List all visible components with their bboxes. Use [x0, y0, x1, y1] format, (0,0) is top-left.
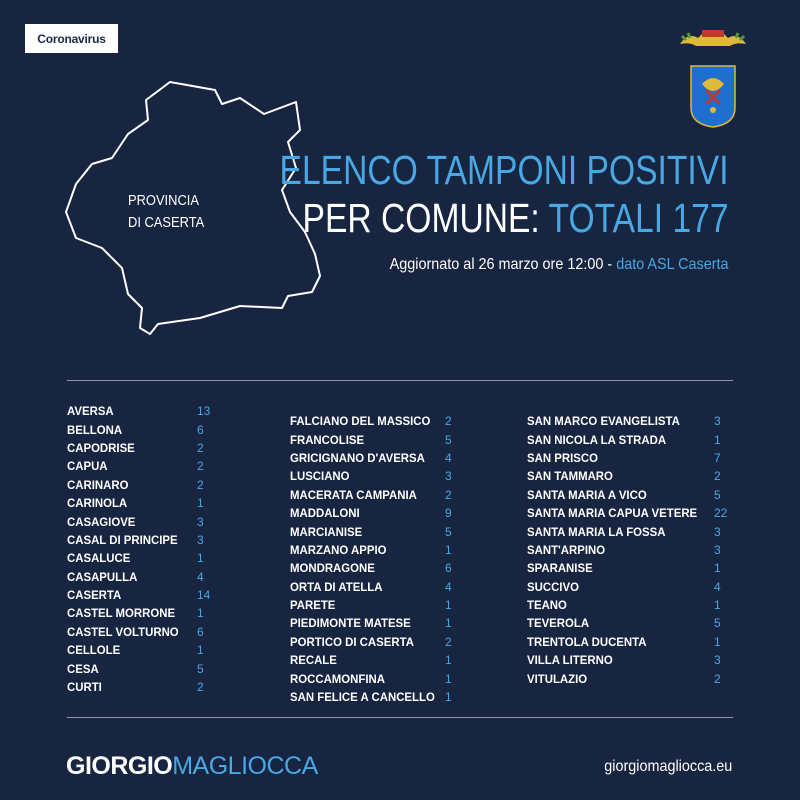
table-row [527, 559, 721, 577]
positive-count: 6 [445, 561, 452, 576]
municipality-name: CASTEL MORRONE [67, 606, 176, 621]
municipality-name: MACERATA CAMPANIA [290, 487, 417, 502]
municipality-name: CASERTA [67, 588, 122, 603]
municipality-name: CELLOLE [67, 643, 121, 658]
table-row [67, 623, 204, 641]
municipality-name: PIEDIMONTE MATESE [290, 616, 411, 631]
positive-count: 1 [445, 542, 452, 557]
municipality-name: SAN PRISCO [527, 450, 598, 465]
positive-count: 1 [714, 598, 721, 613]
table-row [290, 633, 452, 651]
municipality-name: TEANO [527, 598, 567, 613]
headline [181, 146, 729, 242]
positive-count: 3 [197, 532, 204, 547]
positive-count: 3 [714, 414, 721, 429]
municipality-name: ORTA DI ATELLA [290, 579, 383, 594]
municipality-name: LUSCIANO [290, 469, 350, 484]
municipality-name: SUCCIVO [527, 579, 579, 594]
municipality-name: SPARANISE [527, 561, 593, 576]
municipality-name: FRANCOLISE [290, 432, 365, 447]
municipality-name: PORTICO DI CASERTA [290, 634, 414, 649]
table-row [527, 486, 721, 504]
positive-count: 2 [445, 487, 452, 502]
municipality-name: CAPODRISE [67, 440, 135, 455]
municipality-name: ROCCAMONFINA [290, 671, 385, 686]
table-row [67, 659, 204, 677]
table-row [527, 651, 721, 669]
positive-count: 2 [197, 459, 204, 474]
positive-count: 4 [714, 579, 721, 594]
municipality-name: SAN FELICE A CANCELLO [290, 690, 435, 705]
table-row [67, 604, 204, 622]
table-row [67, 402, 211, 420]
municipality-name: CASAL DI PRINCIPE [67, 532, 178, 547]
table-row [67, 641, 204, 659]
positive-count: 13 [197, 404, 211, 419]
positive-count: 22 [714, 506, 728, 521]
positive-count: 5 [714, 616, 721, 631]
municipality-name: PARETE [290, 598, 336, 613]
municipality-name: SANTA MARIA LA FOSSA [527, 524, 666, 539]
positive-count: 6 [197, 624, 204, 639]
municipality-name: SAN TAMMARO [527, 469, 613, 484]
positive-count: 2 [445, 414, 452, 429]
headline-line2: PER COMUNE: TOTALI 177 [302, 195, 729, 241]
table-row [67, 586, 211, 604]
positive-count: 1 [714, 634, 721, 649]
municipality-name: CASTEL VOLTURNO [67, 624, 179, 639]
municipality-name: MONDRAGONE [290, 561, 375, 576]
table-row [290, 486, 452, 504]
table-row [527, 614, 721, 632]
municipality-column-3 [527, 412, 728, 688]
municipality-name: CARINOLA [67, 496, 128, 511]
positive-count: 5 [714, 487, 721, 502]
table-row [290, 669, 452, 687]
table-row [67, 568, 204, 586]
municipality-name: RECALE [290, 653, 337, 668]
table-row [67, 678, 204, 696]
positive-count: 5 [445, 524, 452, 539]
table-row [527, 596, 721, 614]
municipality-name: SANTA MARIA CAPUA VETERE [527, 506, 698, 521]
positive-count: 1 [714, 561, 721, 576]
municipality-name: CASALUCE [67, 551, 131, 566]
municipality-column-1 [67, 402, 211, 696]
positive-count: 7 [714, 450, 721, 465]
table-row [527, 430, 721, 448]
municipality-name: SANTA MARIA A VICO [527, 487, 647, 502]
table-row [290, 688, 452, 706]
table-row [527, 467, 721, 485]
table-row [527, 669, 721, 687]
positive-count: 4 [197, 569, 204, 584]
table-row [527, 449, 721, 467]
municipality-name: CASAGIOVE [67, 514, 136, 529]
table-row [290, 596, 452, 614]
municipality-name: AVERSA [67, 404, 114, 419]
table-row [527, 522, 721, 540]
website-link[interactable]: giorgiomagliocca.eu [603, 758, 732, 775]
municipality-name: MARZANO APPIO [290, 542, 387, 557]
table-row [527, 578, 721, 596]
table-row [67, 494, 204, 512]
top-divider [67, 380, 733, 381]
table-row [527, 633, 721, 651]
municipality-name: TEVEROLA [527, 616, 590, 631]
positive-count: 14 [197, 588, 211, 603]
table-row [290, 504, 452, 522]
table-row [67, 420, 204, 438]
province-crest-icon [676, 24, 750, 128]
positive-count: 1 [445, 616, 452, 631]
municipality-name: TRENTOLA DUCENTA [527, 634, 647, 649]
table-row [290, 541, 452, 559]
table-row [290, 559, 452, 577]
positive-count: 6 [197, 422, 204, 437]
table-row [290, 522, 452, 540]
positive-count: 1 [197, 643, 204, 658]
positive-count: 2 [714, 671, 721, 686]
municipality-name: SAN NICOLA LA STRADA [527, 432, 667, 447]
table-row [290, 578, 452, 596]
positive-count: 4 [445, 579, 452, 594]
positive-count: 1 [714, 432, 721, 447]
positive-count: 3 [197, 514, 204, 529]
table-row [67, 549, 204, 567]
positive-count: 5 [445, 432, 452, 447]
municipality-column-2 [290, 412, 452, 706]
municipality-name: VITULAZIO [527, 671, 588, 686]
table-row [527, 412, 721, 430]
positive-count: 2 [197, 680, 204, 695]
table-row [290, 651, 452, 669]
positive-count: 1 [197, 551, 204, 566]
positive-count: 1 [197, 606, 204, 621]
update-subtitle: Aggiornato al 26 marzo ore 12:00 - dato ASL Caserta [390, 256, 729, 273]
municipality-name: BELLONA [67, 422, 123, 437]
positive-count: 2 [197, 440, 204, 455]
positive-count: 2 [714, 469, 721, 484]
municipality-name: MADDALONI [290, 506, 360, 521]
municipality-name: CARINARO [67, 477, 129, 492]
positive-count: 1 [445, 690, 452, 705]
municipality-name: FALCIANO DEL MASSICO [290, 414, 431, 429]
positive-count: 2 [197, 477, 204, 492]
positive-count: 1 [197, 496, 204, 511]
bottom-divider [67, 717, 733, 718]
headline-line1: ELENCO TAMPONI POSITIVI [280, 147, 729, 193]
municipality-name: CESA [67, 661, 99, 676]
brand-logo: GIORGIOMAGLIOCCA [66, 752, 318, 780]
table-row [67, 439, 204, 457]
table-row [290, 430, 452, 448]
positive-count: 4 [445, 450, 452, 465]
municipality-name: SANT'ARPINO [527, 542, 606, 557]
category-tag: Coronavirus [25, 24, 118, 53]
positive-count: 3 [714, 653, 721, 668]
table-row [290, 614, 452, 632]
positive-count: 9 [445, 506, 452, 521]
table-row [527, 541, 721, 559]
positive-count: 3 [714, 524, 721, 539]
positive-count: 1 [445, 598, 452, 613]
table-row [290, 412, 452, 430]
table-row [67, 531, 204, 549]
municipality-name: MARCIANISE [290, 524, 363, 539]
positive-count: 5 [197, 661, 204, 676]
table-row [527, 504, 728, 522]
positive-count: 3 [714, 542, 721, 557]
municipality-name: SAN MARCO EVANGELISTA [527, 414, 680, 429]
positive-count: 1 [445, 653, 452, 668]
municipality-name: VILLA LITERNO [527, 653, 613, 668]
total-count: TOTALI 177 [548, 195, 729, 241]
table-row [67, 457, 204, 475]
positive-count: 2 [445, 634, 452, 649]
positive-count: 3 [445, 469, 452, 484]
municipality-name: CASAPULLA [67, 569, 138, 584]
map-label: PROVINCIA DI CASERTA [128, 192, 205, 231]
positive-count: 1 [445, 671, 452, 686]
municipality-name: CAPUA [67, 459, 108, 474]
table-row [67, 476, 204, 494]
table-row [290, 449, 452, 467]
table-row [290, 467, 452, 485]
municipality-name: GRICIGNANO D'AVERSA [290, 450, 425, 465]
municipality-name: CURTI [67, 680, 102, 695]
table-row [67, 512, 204, 530]
